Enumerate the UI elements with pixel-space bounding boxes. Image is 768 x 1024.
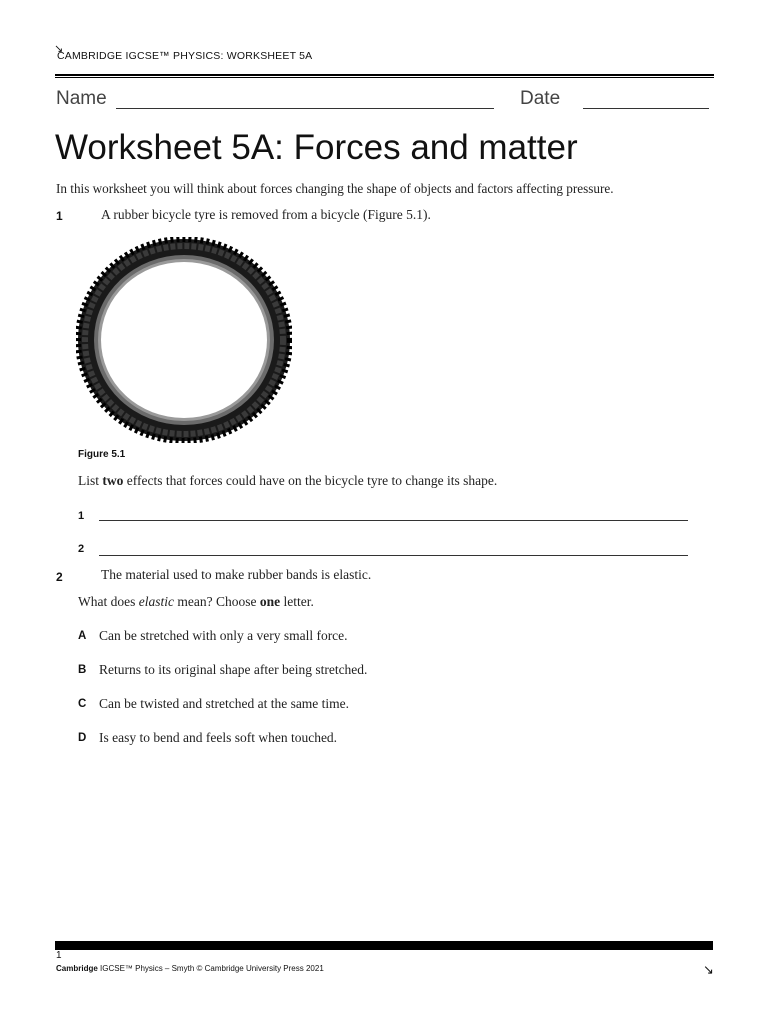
option-a-text: Can be stretched with only a very small force. bbox=[99, 628, 348, 643]
footer-rest: IGCSE™ Physics – Smyth © Cambridge University Press 2021 bbox=[97, 964, 324, 973]
prompt-post: letter. bbox=[280, 594, 314, 609]
footer-brand: Cambridge bbox=[56, 964, 98, 973]
question-2-text: The material used to make rubber bands is elastic. bbox=[101, 567, 372, 582]
answer-1-line[interactable] bbox=[99, 520, 688, 521]
prompt-pre: What does bbox=[78, 594, 139, 609]
bicycle-tyre-figure bbox=[76, 237, 292, 443]
figure-caption: Figure 5.1 bbox=[78, 449, 126, 460]
prompt-italic: elastic bbox=[138, 594, 174, 609]
answer-2-line[interactable] bbox=[99, 555, 688, 556]
intro-text: In this worksheet you will think about forces changing the shape of objects and factors affecting pressure. bbox=[56, 181, 614, 196]
option-d-text: Is easy to bend and feels soft when touched. bbox=[99, 730, 338, 745]
date-field[interactable] bbox=[583, 108, 709, 109]
name-label: Name bbox=[56, 88, 107, 109]
page-title: Worksheet 5A: Forces and matter bbox=[55, 128, 578, 167]
question-2-number: 2 bbox=[56, 570, 63, 584]
prompt-mid: mean? Choose bbox=[173, 594, 260, 609]
page-number: 1 bbox=[56, 950, 62, 961]
header-divider bbox=[55, 74, 714, 78]
footer-copyright bbox=[56, 964, 324, 973]
option-a-letter[interactable]: A bbox=[78, 630, 87, 642]
corner-arrow-icon: ↘ bbox=[703, 962, 714, 977]
instruction-pre: List bbox=[78, 473, 103, 488]
instruction-bold: two bbox=[102, 473, 124, 488]
running-header: CAMBRIDGE IGCSE™ PHYSICS: WORKSHEET 5A bbox=[57, 50, 313, 62]
question-1-number: 1 bbox=[56, 209, 63, 223]
tyre-hole bbox=[101, 262, 267, 418]
question-2-prompt bbox=[78, 594, 314, 610]
answer-1-number: 1 bbox=[78, 510, 85, 522]
option-b-text: Returns to its original shape after being stretched. bbox=[99, 662, 368, 677]
question-1-text: A rubber bicycle tyre is removed from a bicycle (Figure 5.1). bbox=[101, 207, 431, 222]
date-label: Date bbox=[520, 88, 561, 109]
answer-2-number: 2 bbox=[78, 543, 85, 555]
option-d-letter[interactable]: D bbox=[78, 732, 87, 744]
prompt-bold: one bbox=[259, 594, 281, 609]
corner-arrow-icon: ↘ bbox=[54, 43, 64, 55]
option-c-text: Can be twisted and stretched at the same time. bbox=[99, 696, 350, 711]
instruction-post: effects that forces could have on the bicycle tyre to change its shape. bbox=[123, 473, 498, 488]
option-c-letter[interactable]: C bbox=[78, 698, 87, 710]
name-field[interactable] bbox=[116, 108, 494, 109]
option-b-letter[interactable]: B bbox=[78, 664, 87, 676]
question-1-instruction bbox=[78, 473, 497, 489]
footer-bar bbox=[55, 941, 713, 950]
